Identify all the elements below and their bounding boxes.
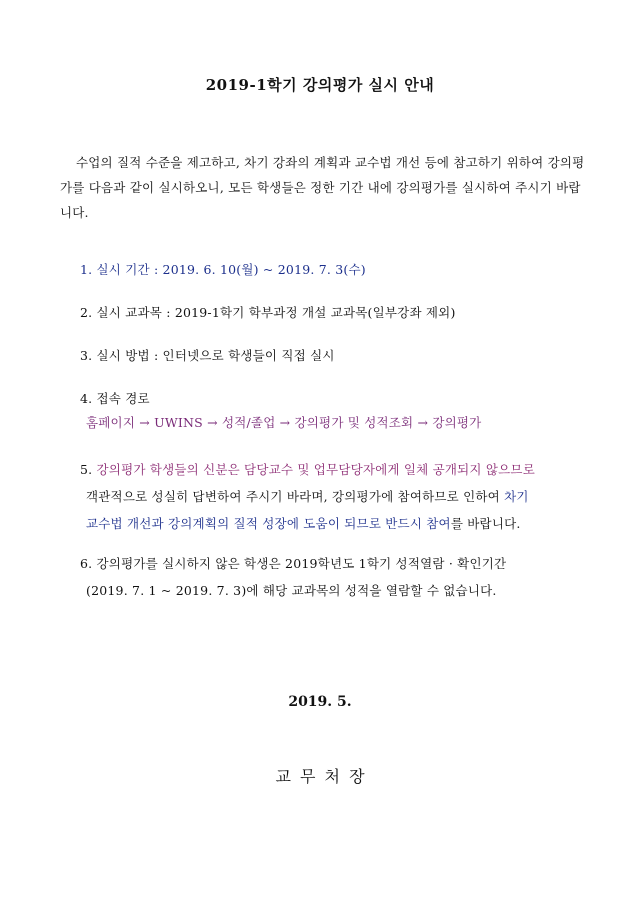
anonymity-blue-1: 차기: [504, 489, 529, 504]
anonymity-blue-2: 교수법 개선과 강의계획의 질적 성장에 도움이 되므로 반드시 참여: [86, 516, 451, 531]
item-text-continued: (2019. 7. 1 ~ 2019. 7. 3)에 해당 교과목의 성적을 열람할 수 없습니다.: [86, 583, 497, 598]
item-number: 3.: [80, 348, 93, 363]
item-text: 실시 방법 : 인터넷으로 학생들이 직접 실시: [96, 348, 335, 363]
item-text: 강의평가를 실시하지 않은 학생은 2019학년도 1학기 성적열람 · 확인기간: [96, 556, 507, 571]
item-method: [80, 342, 600, 369]
item-text: 실시 기간 : 2019. 6. 10(월) ~ 2019. 7. 3(수): [96, 262, 366, 277]
item-number: 1.: [80, 262, 93, 277]
anonymity-end: 를 바랍니다.: [450, 516, 521, 531]
item-number: 4.: [80, 391, 93, 406]
access-path-text: 홈페이지 → UWINS → 성적/졸업 → 강의평가 및 성적조회 → 강의평가: [86, 415, 482, 430]
anonymity-continued: [80, 483, 600, 510]
item-period: [80, 256, 600, 283]
intro-text: 수업의 질적 수준을 제고하고, 차기 강좌의 계획과 교수법 개선 등에 참고하기 위하여 강의평가를 다음과 같이 실시하오니, 모든 학생들은 정한 기간 내에 강의평가를 실시하여 주시기 바랍니다.: [60, 155, 585, 220]
issuer-signature: 교 무 처 장: [275, 767, 365, 786]
item-access-path: [80, 387, 600, 435]
item-text: 접속 경로: [96, 391, 150, 406]
item-number: 5.: [80, 462, 93, 477]
intro-paragraph: [60, 150, 590, 225]
item-number: 2.: [80, 305, 93, 320]
item-anonymity: [80, 456, 600, 537]
item-courses: [80, 299, 600, 326]
document-date: 2019. 5.: [288, 694, 352, 710]
anonymity-plain: 객관적으로 성실히 답변하여 주시기 바라며, 강의평가에 참여하므로 인하여: [86, 489, 500, 504]
anonymity-notice: 강의평가 학생들의 신분은 담당교수 및 업무담당자에게 일체 공개되지 않으므로: [96, 462, 535, 477]
item-text: 실시 교과목 : 2019-1학기 학부과정 개설 교과목(일부강좌 제외): [96, 305, 456, 320]
anonymity-line-3: [80, 510, 600, 537]
item-penalty: [80, 550, 600, 604]
item-number: 6.: [80, 556, 93, 571]
document-title: 2019-1학기 강의평가 실시 안내: [205, 76, 435, 94]
